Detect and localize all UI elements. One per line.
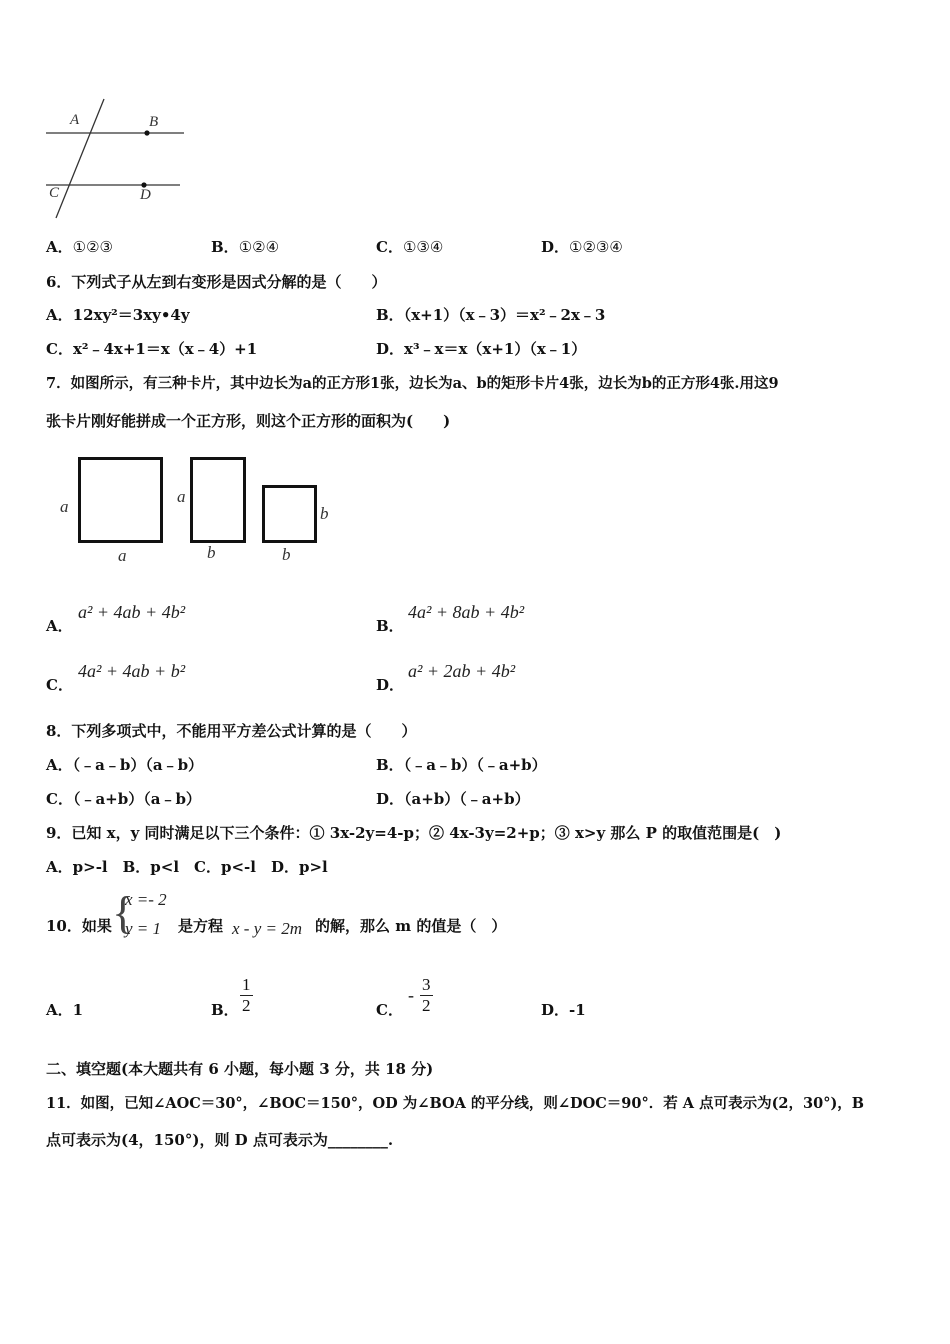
q10-prefix: 10．如果 <box>46 917 112 935</box>
q5-option-d[interactable]: D．①②③④ <box>541 238 623 256</box>
q10-option-c-sign: - <box>408 985 414 1005</box>
label-c: C <box>49 185 60 201</box>
q8-option-c[interactable]: C．（﹣a+b）（a﹣b） <box>46 790 201 808</box>
q10-eq1: x =- 2 <box>125 890 167 909</box>
q7-option-a-expr[interactable]: a² + 4ab + 4b² <box>78 602 186 622</box>
label-b: B <box>149 114 159 130</box>
square-card-a <box>78 457 163 543</box>
sq1-side-label: a <box>60 497 69 516</box>
q10-suffix: 的解，那么 m 的值是（ ） <box>315 917 507 935</box>
q10-middle: 是方程 <box>178 917 224 935</box>
q10-option-d[interactable]: D．-1 <box>541 1001 586 1019</box>
section-heading: 二、填空题(本大题共有 6 小题，每小题 3 分，共 18 分) <box>46 1060 434 1078</box>
label-d: D <box>140 187 151 203</box>
q7-stem-line2: 张卡片刚好能拼成一个正方形，则这个正方形的面积为( ) <box>46 412 451 430</box>
q7-option-b-expr[interactable]: 4a² + 8ab + 4b² <box>408 602 525 622</box>
q7-option-d-label[interactable]: D． <box>376 676 405 694</box>
q6-stem: 6．下列式子从左到右变形是因式分解的是（ ） <box>46 273 387 291</box>
q6-option-c[interactable]: C．x²﹣4x+1＝x（x﹣4）+1 <box>46 340 258 358</box>
q7-option-b-label[interactable]: B． <box>376 617 404 635</box>
q10-option-c-fraction[interactable] <box>420 975 433 1016</box>
q10-option-c-label[interactable]: C． <box>376 1001 403 1019</box>
q7-option-a-label[interactable]: A． <box>46 617 73 635</box>
q7-option-c-expr[interactable]: 4a² + 4ab + b² <box>78 661 186 681</box>
q9-options[interactable]: A．p>-l B．p<l C．p<-l D．p>l <box>46 858 328 876</box>
q10-option-b-label[interactable]: B． <box>211 1001 239 1019</box>
fraction-denominator: 2 <box>422 996 431 1015</box>
q11-line2: 点可表示为(4，150°)，则 D 点可表示为________. <box>46 1131 394 1149</box>
transversal-line <box>56 99 104 218</box>
q5-option-b[interactable]: B．①②④ <box>211 238 280 256</box>
q10-eq2: y = 1 <box>125 919 162 938</box>
q8-option-d[interactable]: D．（a+b）（﹣a+b） <box>376 790 530 808</box>
sq1-bottom-label: a <box>118 546 127 565</box>
system-brace: { <box>112 887 135 938</box>
square-card-b <box>262 485 317 543</box>
label-a: A <box>70 112 80 128</box>
q5-option-c[interactable]: C．①③④ <box>376 238 444 256</box>
q6-option-a[interactable]: A．12xy²＝3xy•4y <box>46 306 190 324</box>
parallel-lines-figure <box>40 95 190 225</box>
q6-option-b[interactable]: B．（x+1）（x﹣3）＝x²﹣2x﹣3 <box>376 306 606 324</box>
q7-option-d-expr[interactable]: a² + 2ab + 4b² <box>408 661 516 681</box>
q11-line1: 11．如图，已知∠AOC＝30°，∠BOC＝150°，OD 为∠BOA 的平分线，则∠DOC＝90°．若 A 点可表示为(2，30°)，B <box>46 1095 865 1112</box>
q8-option-a[interactable]: A．（﹣a﹣b）（a﹣b） <box>46 756 204 774</box>
q5-option-a[interactable]: A．①②③ <box>46 238 113 256</box>
sq2-side-label: b <box>320 504 329 523</box>
rect-bottom-label: b <box>207 543 216 562</box>
q10-option-b-fraction[interactable] <box>240 975 253 1016</box>
q10-equation: x - y = 2m <box>232 919 303 938</box>
rect-side-label: a <box>177 487 186 506</box>
q9-stem: 9．已知 x，y 同时满足以下三个条件：① 3x-2y=4-p；② 4x-3y=2+p；③ x>y 那么 P 的取值范围是( ) <box>46 824 782 842</box>
fraction-numerator: 1 <box>242 975 251 994</box>
point-b <box>144 130 149 135</box>
q7-stem-line1: 7．如图所示，有三种卡片，其中边长为a的正方形1张，边长为a、b的矩形卡片4张，边长为b的正方形4张.用这9 <box>46 375 779 392</box>
q7-option-c-label[interactable]: C． <box>46 676 73 694</box>
sq2-bottom-label: b <box>282 545 291 564</box>
q8-option-b[interactable]: B．（﹣a﹣b）（﹣a+b） <box>376 756 547 774</box>
q10-option-a[interactable]: A．1 <box>46 1001 84 1019</box>
fraction-numerator: 3 <box>422 975 431 994</box>
fraction-denominator: 2 <box>242 996 251 1015</box>
q6-option-d[interactable]: D．x³﹣x＝x（x+1）（x﹣1） <box>376 340 587 358</box>
q8-stem: 8．下列多项式中，不能用平方差公式计算的是（ ） <box>46 722 417 740</box>
rect-card-ab <box>190 457 246 543</box>
